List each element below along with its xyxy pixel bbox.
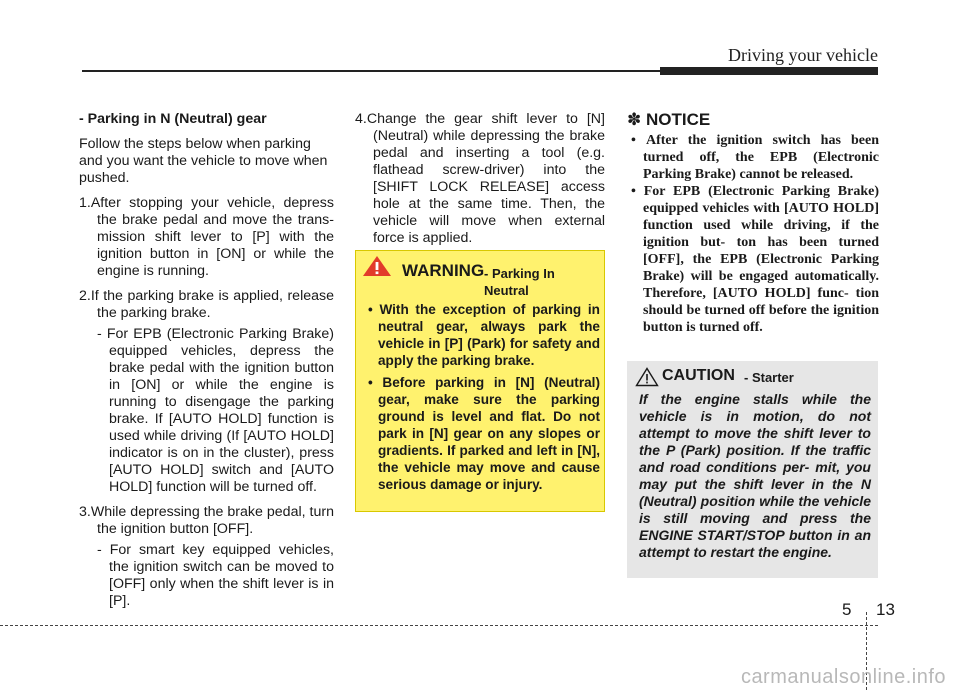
column-left xyxy=(79,111,334,618)
page-number: 13 xyxy=(876,600,895,619)
header-bar xyxy=(660,67,878,75)
notice-item: • For EPB (Electronic Parking Brake) equipped vehicles with [AUTO HOLD] function used while driving, if the ignition but- ton has been turned [OFF], the EPB (Electronic Parking Brake) will be engaged automatically. Therefore, [AUTO HOLD] func- tion should be turned off before the ignition button is turned off. xyxy=(631,184,879,335)
column-middle xyxy=(355,111,605,255)
warning-item: • Before parking in [N] (Neutral) gear, make sure the parking ground is level and flat. Do not park in [N] gear on any slopes or gradients. If parked and left in [N], the vehicle may move and cause serious damage or injury. xyxy=(368,375,600,492)
notice-item: • After the ignition switch has been turned off, the EPB (Electronic Parking Brake) cannot be released. xyxy=(631,133,879,182)
notice-title: ✽ NOTICE xyxy=(627,110,711,129)
intro-paragraph: Follow the steps below when parking and you want the vehicle to move when pushed. xyxy=(79,136,328,186)
notice-list xyxy=(627,132,879,336)
warning-list xyxy=(362,301,600,498)
section-number: 5 xyxy=(842,600,852,619)
warning-title: WARNING xyxy=(402,261,485,280)
step-4: 4.Change the gear shift lever to [N] (Neutral) while depressing the brake pedal and inserting a tool (e.g. flathead screw-driver) into the [SHIFT LOCK RELEASE] access hole at the same time. Then, the vehicle will move when external force is applied. xyxy=(355,111,605,246)
footer-rule xyxy=(0,625,878,626)
column-right xyxy=(627,111,879,336)
caution-subtitle: - Starter xyxy=(744,370,794,385)
caution-title: CAUTION xyxy=(662,367,735,384)
step-3: 3.While depressing the brake pedal, turn the ignition button [OFF]. xyxy=(79,504,334,537)
step-2: 2.If the parking brake is applied, release the parking brake. xyxy=(79,288,334,321)
step-1: 1.After stopping your vehicle, depress the brake pedal and move the trans- mission shift lever to [P] with the ignition button in [ON] or while the engine is running. xyxy=(79,195,334,279)
warning-triangle-icon xyxy=(362,255,392,277)
section-title: Driving your vehicle xyxy=(728,45,878,65)
warning-box xyxy=(355,250,605,512)
caution-triangle-icon xyxy=(635,367,659,387)
step-2-sub: - For EPB (Electronic Parking Brake) equipped vehicles, depress the brake pedal with the ignition button in [ON] or while the engine is running to disengage the parking brake. If [AUTO HOLD] function is used while driving (If [AUTO HOLD] indicator is on in the cluster), press [AUTO HOLD] switch and [AUTO HOLD] function will be turned off. xyxy=(97,326,334,495)
watermark: carmanualsonline.info xyxy=(740,666,946,688)
header-rule xyxy=(82,70,660,72)
warning-subtitle: - Parking In Neutral xyxy=(484,266,555,298)
caution-text: If the engine stalls while the vehicle is in motion, do not attempt to move the shift lever to the P (Park) position. If the traffic and road conditions per- mit, you may put the shift lever in the N (Neutral) position while the vehicle is still moving and press the ENGINE START/STOP button in an attempt to restart the engine. xyxy=(639,391,871,560)
warning-item: • With the exception of parking in neutral gear, always park the vehicle in [P] (Park) for safety and apply the parking brake. xyxy=(368,302,600,368)
step-3-sub: - For smart key equipped vehicles, the ignition switch can be moved to [OFF] only when the shift lever is in [P]. xyxy=(97,542,334,609)
subheading-parking-neutral: - Parking in N (Neutral) gear xyxy=(79,111,267,127)
caution-box xyxy=(627,361,878,578)
